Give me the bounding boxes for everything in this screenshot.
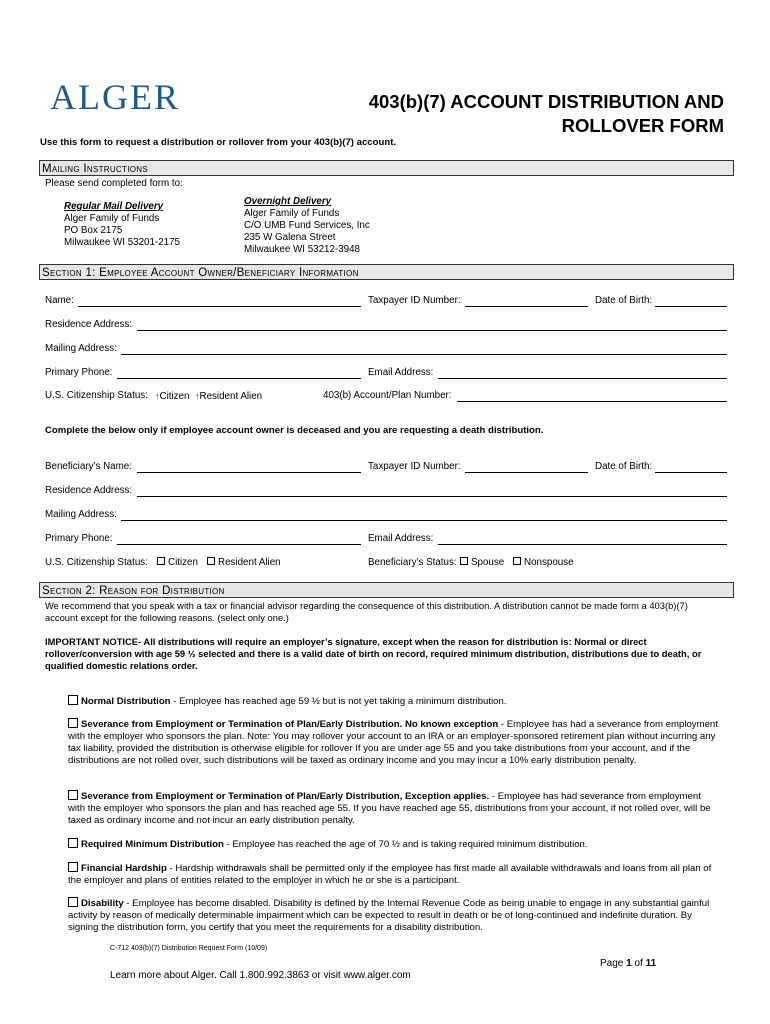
phone-row	[45, 367, 727, 379]
page-total: 11	[645, 958, 657, 969]
option-severance-no-exception[interactable]	[68, 718, 718, 767]
beneficiary-citizen-option[interactable]	[155, 557, 198, 569]
form-title-line1: 403(b)(7) ACCOUNT DISTRIBUTION AND	[368, 91, 724, 112]
regular-mail-block	[64, 201, 180, 249]
taxpayer-id-field[interactable]	[465, 295, 588, 307]
beneficiary-residence-field[interactable]	[137, 485, 727, 497]
checkbox-icon[interactable]	[68, 695, 78, 705]
beneficiary-dob-label: Date of Birth:	[595, 461, 653, 472]
option-disability[interactable]	[68, 897, 718, 934]
beneficiary-name-row	[45, 461, 727, 473]
option-text: - Hardship withdrawals shall be permitted only if the employee has first made all available withdrawals and loans from all plan of the employer and plans of entities related to the employer in which he or she is a participant.	[68, 863, 712, 886]
overnight-line: Milwaukee WI 53212-3948	[244, 244, 360, 255]
beneficiary-resident-alien-option[interactable]	[205, 557, 281, 569]
overnight-block	[244, 196, 370, 256]
checkbox-icon	[513, 557, 521, 565]
beneficiary-phone-label: Primary Phone:	[45, 533, 113, 544]
section1-heading: Section 1: Employee Account Owner/Beneficiary Information	[39, 264, 734, 280]
important-notice-text: IMPORTANT NOTICE- All distributions will require an employer’s signature, except when the reason for distribution is: Normal or direct rollover/conversion with age 59 ½ selected and there is a valid date of birth on record, required minimum distribution, distributions due to death, or qualified domestic relations order	[45, 636, 702, 671]
option-text: - Employee has reached age 59 ½ but is not yet taking a minimum distribution.	[170, 696, 507, 707]
mailing-instructions-heading: Mailing Instructions	[39, 160, 734, 176]
mailing-label: Mailing Address:	[45, 343, 117, 354]
option-text: - Employee has had severance from employment with the employer who sponsors the plan and has reached age 55. If you have reached age 55, distributions from your account, if not rolled over, will be taxed as ordinary income and not incur an early distribution penalty.	[68, 791, 711, 826]
checkbox-icon[interactable]	[68, 897, 78, 907]
deceased-note: Complete the below only if employee account owner is deceased and you are requesting a death distribution.	[45, 425, 544, 436]
nonspouse-option[interactable]	[511, 557, 574, 569]
citizen-label: Citizen	[159, 391, 190, 402]
option-required-minimum[interactable]	[68, 838, 718, 851]
regular-mail-label: Regular Mail Delivery	[64, 201, 164, 212]
beneficiary-name-field[interactable]	[137, 461, 361, 473]
regular-mail-line: PO Box 2175	[64, 225, 123, 236]
regular-mail-line: Alger Family of Funds	[64, 213, 160, 224]
page-number: 1	[626, 958, 632, 969]
learn-more-text: Learn more about Alger. Call 1.800.992.3863 or visit www.alger.com	[110, 970, 411, 981]
dob-label: Date of Birth:	[595, 295, 653, 306]
beneficiary-citizenship-row	[45, 557, 727, 569]
option-title: Severance from Employment or Termination of Plan/Early Distribution, Exception applies.	[81, 791, 490, 802]
beneficiary-residence-row	[45, 485, 727, 497]
citizenship-row	[45, 390, 727, 402]
beneficiary-mailing-label: Mailing Address:	[45, 509, 117, 520]
checkbox-icon[interactable]	[68, 790, 78, 800]
beneficiary-name-label: Beneficiary’s Name:	[45, 461, 132, 472]
beneficiary-phone-field[interactable]	[117, 533, 361, 545]
form-title	[304, 90, 724, 138]
option-title: Required Minimum Distribution	[81, 839, 224, 850]
phone-label: Primary Phone:	[45, 367, 113, 378]
name-field[interactable]	[78, 295, 361, 307]
email-field[interactable]	[438, 367, 727, 379]
form-intro: Use this form to request a distribution or rollover from your 403(b)(7) account.	[40, 137, 397, 148]
send-to-text: Please send completed form to:	[45, 178, 183, 189]
beneficiary-taxpayer-id-label: Taxpayer ID Number:	[368, 461, 461, 472]
residence-field[interactable]	[137, 319, 727, 331]
name-row	[45, 295, 727, 307]
option-text: - Employee has had a severance from employment with the employer who sponsors the plan. Note: You may rollover your account to an IRA or an employer-sponsored retirement plan without incurring any tax liability, provided the distribution is otherwise eligible for rollover If you are under age 55 and you take distributions from your account, and if the distributions are not rolled over, such distributions will be taxed as ordinary income and you may incur a 10% early distribution penalty.	[68, 719, 718, 766]
checkbox-icon[interactable]	[68, 718, 78, 728]
beneficiary-status-label: Beneficiary’s Status:	[368, 557, 457, 568]
overnight-line: C/O UMB Fund Services, Inc	[244, 220, 370, 231]
option-text: - Employee has reached the age of 70 ½ and is taking required minimum distribution.	[223, 839, 588, 850]
option-title: Financial Hardship	[81, 863, 167, 874]
option-severance-exception[interactable]	[68, 790, 718, 827]
name-label: Name:	[45, 295, 74, 306]
option-normal-distribution[interactable]	[68, 695, 718, 708]
section2-heading: Section 2: Reason for Distribution	[39, 582, 734, 598]
important-notice: IMPORTANT NOTICE- All distributions will require an employer’s signature, except when the reason for distribution is: Normal or direct rollover/conversion with age 59 ½ selected and there is a valid date of birth on record, required minimum distribution, distributions due to death, or qualified domestic relations order.	[45, 636, 702, 671]
option-title: Severance from Employment or Termination of Plan/Early Distribution. No known exception	[81, 719, 499, 730]
page-indicator	[600, 958, 656, 969]
overnight-line: 235 W Galena Street	[244, 232, 336, 243]
dob-field[interactable]	[655, 295, 727, 307]
form-title-line2: ROLLOVER FORM	[561, 115, 724, 136]
beneficiary-citizen-label: Citizen	[168, 557, 198, 568]
option-title: Normal Distribution	[81, 696, 171, 707]
citizen-option[interactable]: ↑Citizen	[155, 391, 190, 402]
nonspouse-label: Nonspouse	[524, 557, 574, 568]
beneficiary-email-field[interactable]	[438, 533, 727, 545]
overnight-label: Overnight Delivery	[244, 196, 332, 207]
checkbox-icon[interactable]	[68, 838, 78, 848]
checkbox-icon	[207, 557, 215, 565]
beneficiary-mailing-field[interactable]	[121, 509, 727, 521]
option-financial-hardship[interactable]	[68, 862, 718, 887]
page-of: of	[631, 958, 646, 969]
beneficiary-resident-alien-label: Resident Alien	[218, 557, 281, 568]
residence-row	[45, 319, 727, 331]
email-label: Email Address:	[368, 367, 434, 378]
beneficiary-email-label: Email Address:	[368, 533, 434, 544]
page-word: Page	[600, 958, 627, 969]
phone-field[interactable]	[117, 367, 361, 379]
overnight-line: Alger Family of Funds	[244, 208, 340, 219]
form-id: C-712 403(b)(7) Distribution Request Form (10/09)	[110, 945, 268, 952]
citizenship-label: U.S. Citizenship Status:	[45, 390, 148, 401]
beneficiary-mailing-row	[45, 509, 727, 521]
checkbox-icon	[157, 557, 165, 565]
plan-number-field[interactable]	[457, 390, 727, 402]
beneficiary-residence-label: Residence Address:	[45, 485, 133, 496]
alger-logo: ALGER	[50, 77, 180, 117]
mailing-row	[45, 343, 727, 355]
beneficiary-dob-field[interactable]	[655, 461, 727, 473]
spouse-option[interactable]	[458, 557, 504, 569]
taxpayer-id-label: Taxpayer ID Number:	[368, 295, 461, 306]
plan-number-label: 403(b) Account/Plan Number:	[323, 390, 452, 401]
checkbox-icon[interactable]	[68, 862, 78, 872]
regular-mail-line: Milwaukee WI 53201-2175	[64, 237, 180, 248]
option-title: Disability	[81, 898, 124, 909]
beneficiary-phone-row	[45, 533, 727, 545]
spouse-label: Spouse	[471, 557, 505, 568]
recommend-text: We recommend that you speak with a tax or financial advisor regarding the consequence of this distribution. A distribution cannot be made form a 403(b)(7) account except for the following reasons. (select only one.)	[45, 600, 688, 623]
resident-alien-option[interactable]: ↑Resident Alien	[195, 391, 263, 402]
residence-label: Residence Address:	[45, 319, 133, 330]
beneficiary-citizenship-label: U.S. Citizenship Status:	[45, 557, 148, 568]
beneficiary-taxpayer-id-field[interactable]	[465, 461, 588, 473]
checkbox-icon	[460, 557, 468, 565]
resident-alien-label: Resident Alien	[199, 391, 263, 402]
mailing-field[interactable]	[121, 343, 727, 355]
option-text: - Employee has become disabled. Disability is defined by the Internal Revenue Code as being unable to engage in any substantial gainful activity by reason of medically determinable impairment which can be expected to result in death or be of long-continued and indefinite duration. By signing the distribution form, you certify that you meet the requirements for a disability distribution.	[68, 898, 710, 933]
